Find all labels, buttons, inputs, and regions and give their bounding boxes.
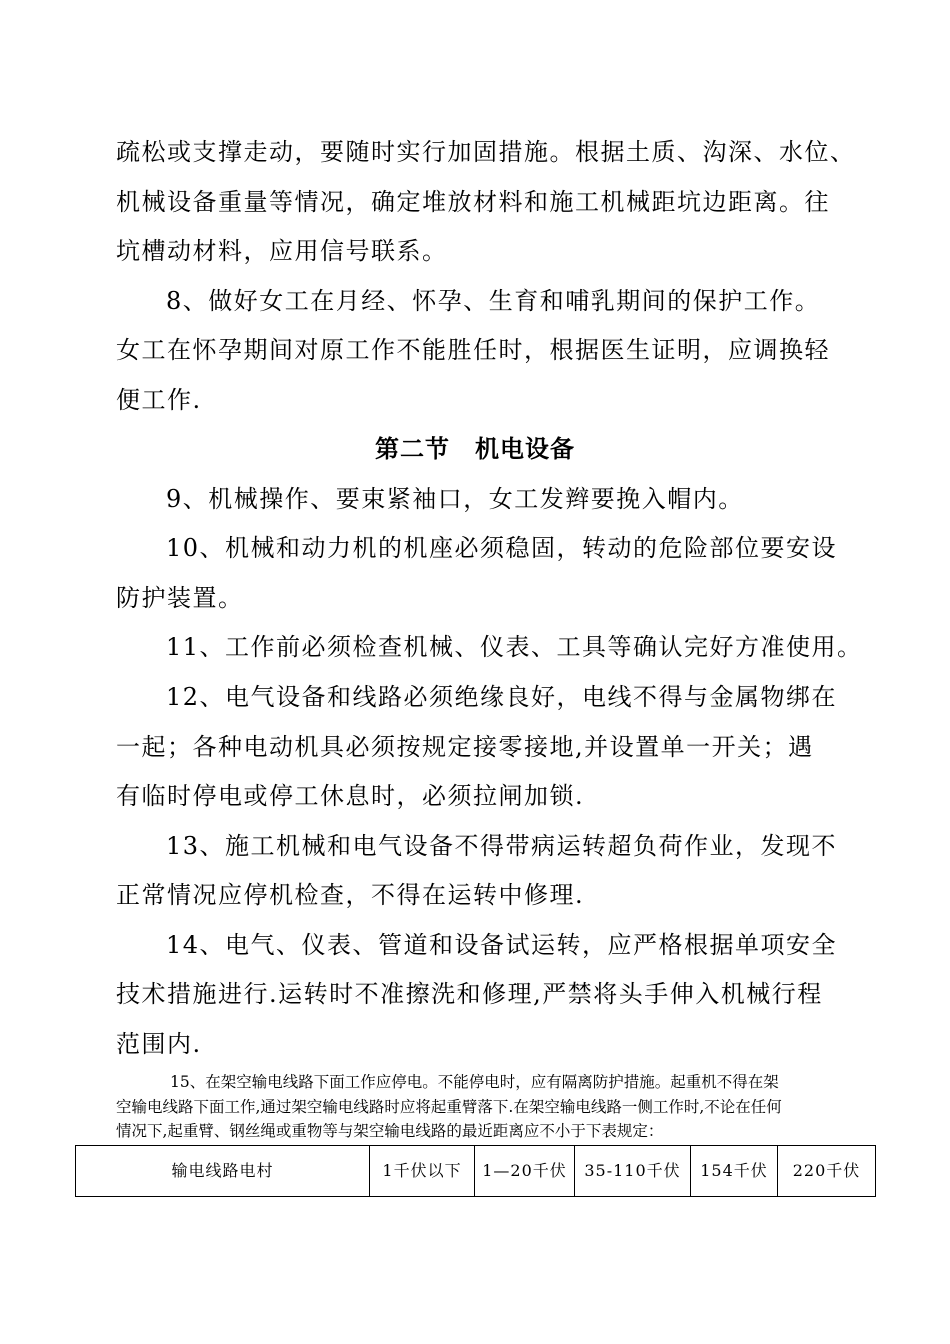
- paragraph-12-line-2: 一起；各种电动机具必须按规定接零接地,并设置单一开关；遇: [116, 733, 814, 761]
- paragraph-10-line-1: 10、机械和动力机的机座必须稳固，转动的危险部位要安设: [166, 534, 838, 562]
- table-cell: 220千伏: [778, 1146, 876, 1197]
- paragraph-7-line-3: 坑槽动材料，应用信号联系。: [116, 237, 448, 265]
- clearance-table: [75, 1145, 876, 1197]
- paragraph-14-line-1: 14、电气、仪表、管道和设备试运转，应严格根据单项安全: [166, 931, 838, 959]
- paragraph-14-line-2: 技术措施进行.运转时不准擦洗和修理,严禁将头手伸入机械行程: [116, 980, 823, 1008]
- paragraph-14-line-3: 范围内.: [116, 1030, 202, 1058]
- table-row: [76, 1146, 876, 1197]
- paragraph-11-line-1: 11、工作前必须检查机械、仪表、工具等确认完好方准使用。: [166, 633, 863, 661]
- table-cell-header: 输电线路电村: [76, 1146, 370, 1197]
- paragraph-15-line-1: 15、在架空输电线路下面工作应停电。不能停电时，应有隔离防护措施。起重机不得在架: [170, 1073, 779, 1091]
- section-title: 第二节 机电设备: [375, 434, 575, 463]
- paragraph-12-line-3: 有临时停电或停工休息时，必须拉闸加锁.: [116, 782, 585, 810]
- paragraph-8-line-1: 8、做好女工在月经、怀孕、生育和哺乳期间的保护工作。: [166, 287, 821, 315]
- table-cell: 1—20千伏: [475, 1146, 575, 1197]
- paragraph-8-line-3: 便工作.: [116, 386, 202, 414]
- table-cell: 154千伏: [691, 1146, 778, 1197]
- paragraph-13-line-1: 13、施工机械和电气设备不得带病运转超负荷作业，发现不: [166, 832, 838, 860]
- paragraph-9-line-1: 9、机械操作、要束紧袖口，女工发辫要挽入帽内。: [166, 485, 744, 513]
- table-cell: 35-110千伏: [575, 1146, 691, 1197]
- paragraph-7-line-1: 疏松或支撑走动，要随时实行加固措施。根据土质、沟深、水位、: [116, 138, 856, 166]
- paragraph-8-line-2: 女工在怀孕期间对原工作不能胜任时，根据医生证明，应调换轻: [116, 336, 830, 364]
- table-cell: 1千伏以下: [370, 1146, 475, 1197]
- paragraph-12-line-1: 12、电气设备和线路必须绝缘良好，电线不得与金属物绑在: [166, 683, 838, 711]
- paragraph-15-line-3: 情况下,起重臂、钢丝绳或重物等与架空输电线路的最近距离应不小于下表规定：: [116, 1122, 664, 1140]
- paragraph-7-line-2: 机械设备重量等情况，确定堆放材料和施工机械距坑边距离。往: [116, 188, 830, 216]
- paragraph-15-line-2: 空输电线路下面工作,通过架空输电线路时应将起重臂落下.在架空输电线路一侧工作时,不论在任何: [116, 1098, 782, 1116]
- paragraph-10-line-2: 防护装置。: [116, 584, 244, 612]
- paragraph-13-line-2: 正常情况应停机检查，不得在运转中修理.: [116, 881, 585, 909]
